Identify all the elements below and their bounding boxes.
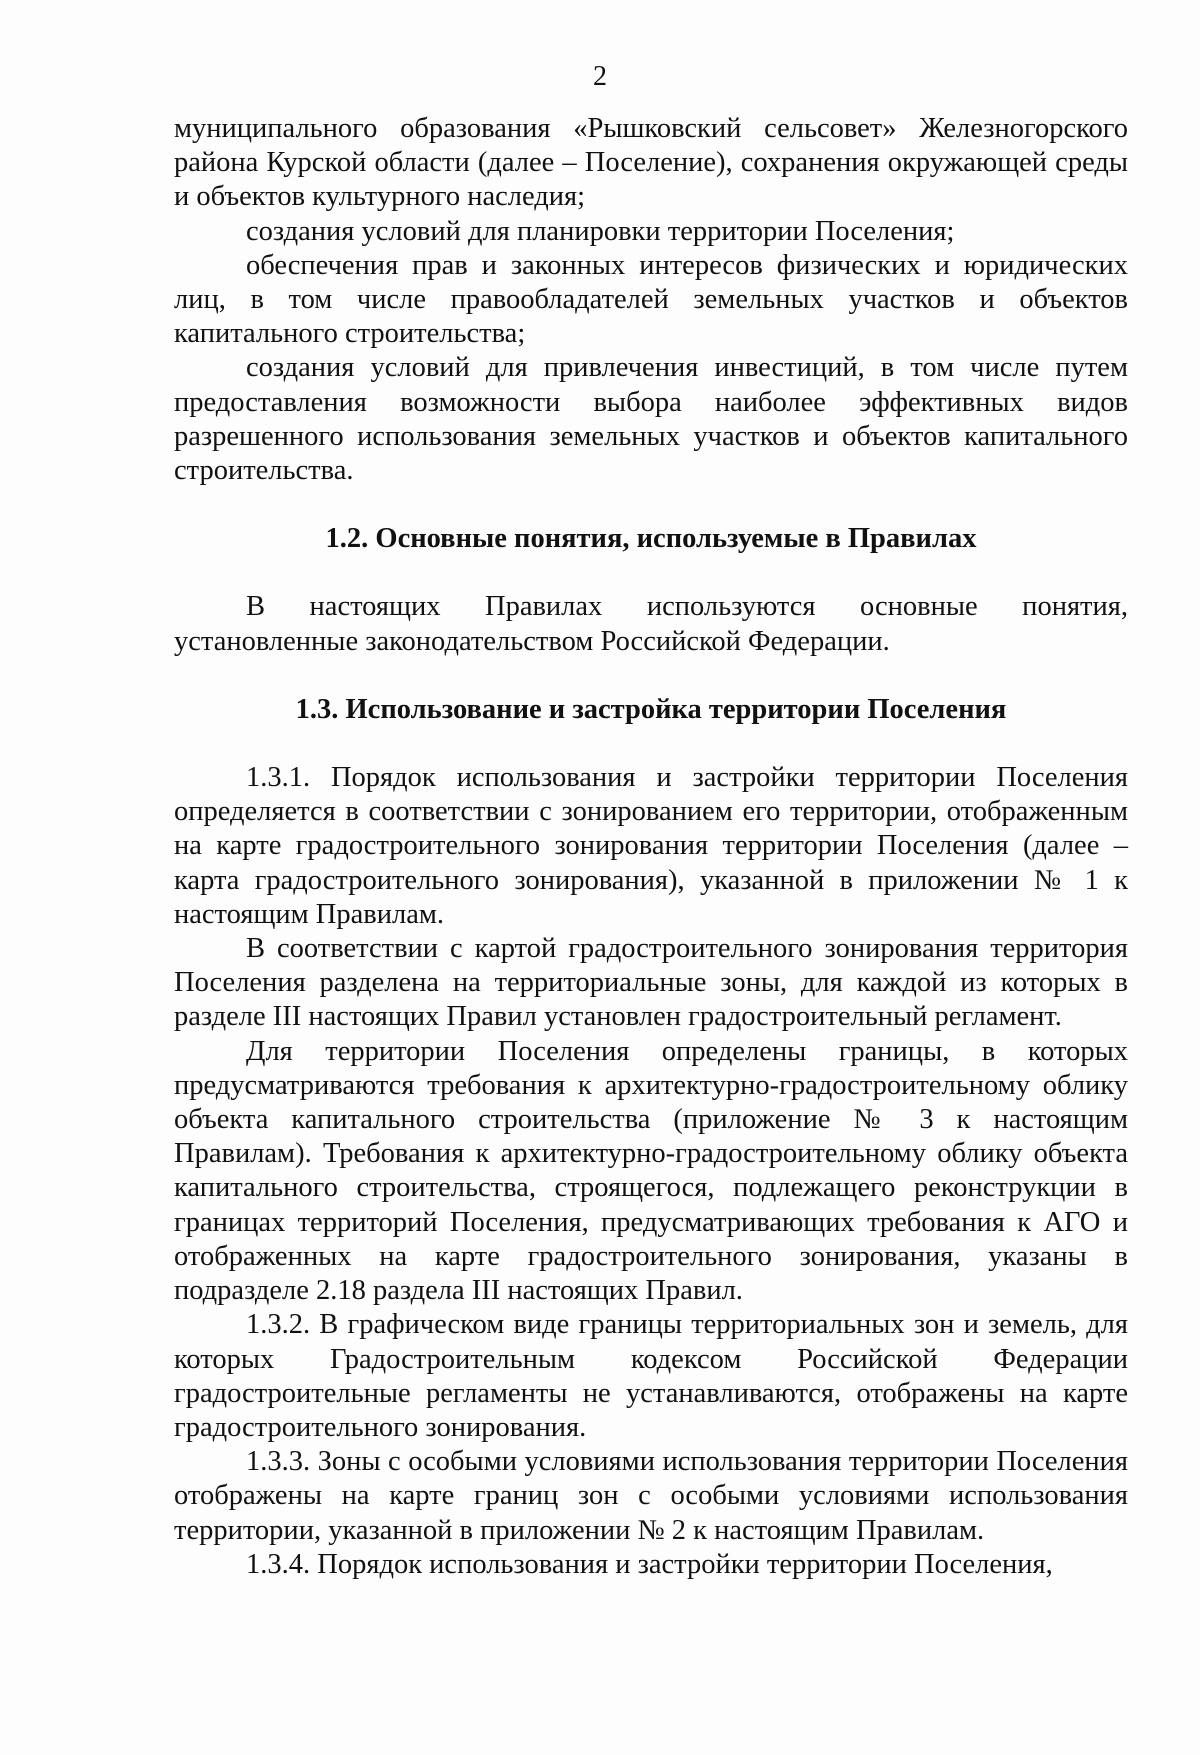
document-body bbox=[174, 112, 1128, 1582]
paragraph: Для территории Поселения определены границы, в которых предусматриваются требования к архитектурно-градостроительному облику объекта капитального строительства (приложение № 3 к настоящим Правилам). Требования к архитектурно-градостроительному облику объекта капитального строительства, строящегося, подлежащего реконструкции в границах территорий Поселения, предусматривающих требования к АГО и отображенных на карте градостроительного зонирования, указаны в подразделе 2.18 раздела III настоящих Правил. bbox=[174, 1035, 1128, 1307]
section-heading-1-2: 1.2. Основные понятия, используемые в Правилах bbox=[325, 523, 977, 555]
paragraph: В соответствии с картой градостроительного зонирования территория Поселения разделена на территориальные зоны, для каждой из которых в разделе III настоящих Правил установлен градостроительный регламент. bbox=[174, 933, 1128, 1033]
section-heading-1-3: 1.3. Использование и застройка территории Поселения bbox=[295, 693, 1007, 725]
paragraph: создания условий для привлечения инвестиций, в том числе путем предоставления возможности выбора наиболее эффективных видов разрешенного использования земельных участков и объектов капитального строительства. bbox=[174, 352, 1128, 487]
paragraph: В настоящих Правилах используются основные понятия, установленные законодательством Российской Федерации. bbox=[174, 591, 1128, 657]
paragraph: обеспечения прав и законных интересов физических и юридических лиц, в том числе правообладателей земельных участков и объектов капитального строительства; bbox=[174, 249, 1128, 350]
paragraph: 1.3.4. Порядок использования и застройки территории Поселения, bbox=[246, 1548, 1053, 1580]
paragraph: создания условий для планировки территории Поселения; bbox=[246, 215, 955, 247]
paragraph: муниципального образования «Рышковский сельсовет» Железногорского района Курской области (далее – Поселение), сохранения окружающей среды и объектов культурного наследия; bbox=[174, 113, 1128, 213]
paragraph: 1.3.3. Зоны с особыми условиями использования территории Поселения отображены на карте границ зон с особыми условиями использования территории, указанной в приложении № 2 к настоящим Правилам. bbox=[174, 1446, 1128, 1546]
page-number: 2 bbox=[593, 61, 607, 92]
paragraph: 1.3.2. В графическом виде границы территориальных зон и земель, для которых Градостроительным кодексом Российской Федерации градостроительные регламенты не устанавливаются, отображены на карте градостроительного зонирования. bbox=[174, 1309, 1128, 1443]
paragraph: 1.3.1. Порядок использования и застройки территории Поселения определяется в соответствии с зонированием его территории, отображенным на карте градостроительного зонирования территории Поселения (далее – карта градостроительного зонирования), указанной в приложении № 1 к настоящим Правилам. bbox=[174, 762, 1128, 930]
